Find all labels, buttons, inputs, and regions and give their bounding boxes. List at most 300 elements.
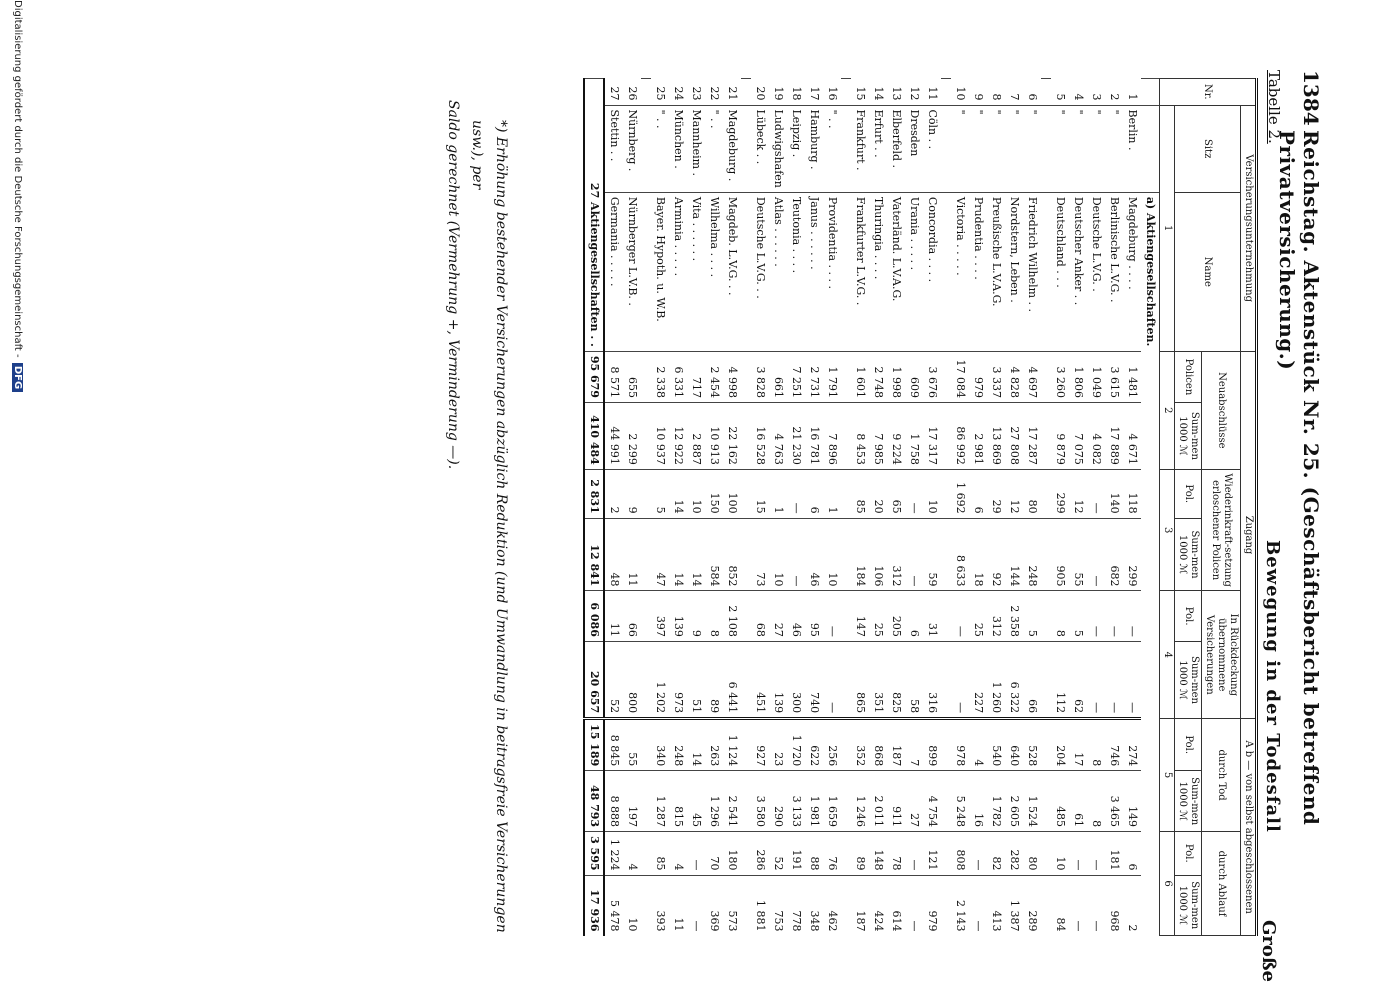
page-title: Reichstag. Aktenstück Nr. 25. (Geschäftsbericht betreffend Privatversicherung.) (1275, 130, 1323, 826)
cell-wieder-sum: — (1087, 518, 1105, 591)
cell-tod-sum: 1 287 (651, 771, 669, 832)
cell-rueck-sum: 6 441 (723, 641, 741, 718)
cell-ablauf-sum: 979 (923, 875, 941, 935)
cell-rueck-sum: — (1087, 641, 1105, 718)
cell-name: Vaterländ. L.V.A.G. (887, 192, 905, 351)
cell-sitz: Lübeck . . (751, 105, 769, 192)
cell-tod-pol: 340 (651, 719, 669, 771)
cell-wieder-sum: 59 (923, 518, 941, 591)
cell-neu-sum: 44 991 (604, 402, 623, 469)
cell-wieder-sum: 46 (805, 518, 823, 591)
cell-nr: 6 (1026, 93, 1039, 101)
cell-tod-sum: 5 248 (951, 771, 969, 832)
cell-tod-sum: 4 754 (923, 771, 941, 832)
cell-ablauf-sum: 11 (669, 875, 687, 935)
cell-nr: 24 (672, 86, 685, 101)
cell-wieder-pol: 6 (969, 469, 987, 518)
cell-nr: 13 (890, 86, 903, 101)
cell-wieder-pol: 10 (923, 469, 941, 518)
cell-ablauf-sum: 2 (1123, 875, 1141, 935)
table-row (1069, 79, 1087, 936)
section-title: a) Aktiengesellschaften. (1141, 192, 1160, 935)
cell-name: Magdeburg . . . . (1123, 192, 1141, 351)
col-number-2: 2 (1160, 351, 1175, 469)
total-row (584, 79, 604, 936)
table-row (851, 79, 869, 936)
cell-name: Providentia . . . . (823, 192, 841, 351)
cell-rueck-sum: 825 (887, 641, 905, 718)
table-row (751, 79, 769, 936)
cell-ablauf-pol: 78 (887, 832, 905, 875)
cell-tod-sum: 2 541 (723, 771, 741, 832)
cell-sitz: " . . (705, 105, 723, 192)
footnote (441, 100, 513, 940)
cell-neu-pol: 4 697 (1023, 351, 1041, 402)
cell-rueck-pol: 5 (1069, 591, 1087, 641)
cell-rueck-pol: 147 (851, 591, 869, 641)
cell-rueck-pol: 11 (604, 591, 623, 641)
col-abgang: A b — von selbst abgeschlossenen (1241, 719, 1257, 936)
cell-tod-pol: 17 (1069, 719, 1087, 771)
cell-nr: 1 (1126, 93, 1139, 101)
cell-neu-sum: 4 763 (769, 402, 787, 469)
col-policen: Policen (1175, 351, 1202, 402)
cell-tod-sum: 8 (1087, 771, 1105, 832)
cell-neu-sum: 13 869 (987, 402, 1005, 469)
cell-tod-pol: 263 (705, 719, 723, 771)
cell-ablauf-sum: — (1087, 875, 1105, 935)
cell-rueck-pol: 397 (651, 591, 669, 641)
cell-wieder-pol: 140 (1105, 469, 1123, 518)
cell-tod-sum: 149 (1123, 771, 1141, 832)
cell-wieder-pol: 10 (687, 469, 705, 518)
cell-name: Deutscher Anker . . (1069, 192, 1087, 351)
cell-wieder-pol: 150 (705, 469, 723, 518)
cell-tod-sum: 290 (769, 771, 787, 832)
total-label: 27 Aktiengesellschaften . . (584, 79, 604, 352)
table-row (1123, 79, 1141, 936)
table-row (651, 79, 669, 936)
cell-ablauf-pol: 148 (869, 832, 887, 875)
cell-wieder-pol: — (905, 469, 923, 518)
cell-ablauf-pol: 76 (823, 832, 841, 875)
cell-name: Concordia . . . . (923, 192, 941, 351)
cell-rueck-pol: 68 (751, 591, 769, 641)
table-topic: Bewegung in der Todesfall (1262, 540, 1283, 833)
cell-sitz: " (1105, 105, 1123, 192)
table-row (723, 79, 741, 936)
cell-tod-sum: 61 (1069, 771, 1087, 832)
cell-rueck-sum: 740 (805, 641, 823, 718)
cell-wieder-pol: 85 (851, 469, 869, 518)
cell-ablauf-pol: 82 (987, 832, 1005, 875)
cell-neu-pol: 4 828 (1005, 351, 1023, 402)
cell-ablauf-pol: 286 (751, 832, 769, 875)
group-spacer (941, 79, 951, 936)
cell-neu-sum: 7 075 (1069, 402, 1087, 469)
cell-neu-sum: 2 299 (623, 402, 641, 469)
col-pol: Pol. (1175, 469, 1202, 518)
cell-rueck-pol: 139 (669, 591, 687, 641)
col-abgang-prefix: A b (1243, 740, 1254, 758)
cell-nr: 23 (690, 86, 703, 101)
cell-ablauf-pol: 121 (923, 832, 941, 875)
cell-rueck-pol: — (1087, 591, 1105, 641)
cell-tod-pol: 248 (669, 719, 687, 771)
cell-name: Friedrich Wilhelm . . (1023, 192, 1041, 351)
cell-ablauf-sum: — (1069, 875, 1087, 935)
total-apol: 3 595 (584, 832, 604, 875)
cell-nr: 21 (726, 86, 739, 101)
cell-sitz: Leipzig . (787, 105, 805, 192)
cell-ablauf-sum: 10 (623, 875, 641, 935)
cell-wieder-pol: 15 (751, 469, 769, 518)
cell-neu-pol: 1 481 (1123, 351, 1141, 402)
cell-sitz: " (987, 105, 1005, 192)
cell-neu-sum: 8 453 (851, 402, 869, 469)
table-row (705, 79, 723, 936)
cell-rueck-pol: 312 (987, 591, 1005, 641)
section-row (1141, 79, 1160, 936)
cell-neu-sum: 17 889 (1105, 402, 1123, 469)
page-header (1275, 70, 1323, 930)
cell-wieder-pol: 14 (669, 469, 687, 518)
cell-ablauf-pol: — (969, 832, 987, 875)
cell-rueck-pol: 6 (905, 591, 923, 641)
cell-tod-sum: 2 605 (1005, 771, 1023, 832)
cell-rueck-sum: 51 (687, 641, 705, 718)
cell-neu-sum: 9 879 (1051, 402, 1069, 469)
cell-wieder-pol: 299 (1051, 469, 1069, 518)
cell-tod-pol: 256 (823, 719, 841, 771)
cell-ablauf-sum: 573 (723, 875, 741, 935)
cell-name: Vita . . . . . . (687, 192, 705, 351)
cell-tod-sum: 1 981 (805, 771, 823, 832)
total-asum: 17 936 (584, 875, 604, 935)
cell-wieder-sum: 184 (851, 518, 869, 591)
cell-tod-pol: 352 (851, 719, 869, 771)
cell-rueck-pol: — (1123, 591, 1141, 641)
cell-neu-pol: 609 (905, 351, 923, 402)
cell-rueck-sum: 351 (869, 641, 887, 718)
cell-neu-pol: 2 731 (805, 351, 823, 402)
cell-sitz: Berlin . (1123, 105, 1141, 192)
cell-tod-pol: 528 (1023, 719, 1041, 771)
cell-rueck-sum: — (1123, 641, 1141, 718)
cell-rueck-sum: 89 (705, 641, 723, 718)
table-label: Tabelle 2. (1265, 70, 1283, 144)
table-body (584, 79, 1160, 936)
cell-ablauf-pol: 191 (787, 832, 805, 875)
cell-rueck-pol: 25 (869, 591, 887, 641)
cell-tod-pol: 868 (869, 719, 887, 771)
cell-neu-sum: 16 781 (805, 402, 823, 469)
cell-neu-pol: 1 806 (1069, 351, 1087, 402)
cell-nr: 27 (608, 86, 621, 101)
cell-tod-pol: 204 (1051, 719, 1069, 771)
cell-sitz: München . (669, 105, 687, 192)
cell-neu-sum: 86 992 (951, 402, 969, 469)
col-rueckdeckung: In Rückdeckung übernommene Versicherungen (1202, 591, 1241, 719)
cell-wieder-sum: 18 (969, 518, 987, 591)
cell-name: Germania . . . . . (604, 192, 623, 351)
cell-ablauf-pol: 181 (1105, 832, 1123, 875)
cell-nr: 17 (808, 86, 821, 101)
table-row (787, 79, 805, 936)
cell-rueck-sum: — (1105, 641, 1123, 718)
cell-rueck-sum: 139 (769, 641, 787, 718)
cell-wieder-pol: 29 (987, 469, 1005, 518)
cell-nr: 15 (854, 86, 867, 101)
cell-ablauf-sum: 348 (805, 875, 823, 935)
cell-wieder-pol: 12 (1005, 469, 1023, 518)
cell-tod-pol: 55 (623, 719, 641, 771)
cell-name: Urania . . . . . (905, 192, 923, 351)
cell-rueck-pol: 31 (923, 591, 941, 641)
col-number-6: 6 (1160, 832, 1175, 936)
col-name: Name (1175, 192, 1241, 351)
cell-ablauf-pol: 282 (1005, 832, 1023, 875)
cell-nr: 11 (926, 86, 939, 101)
cell-ablauf-sum: 393 (651, 875, 669, 935)
cell-nr: 25 (654, 86, 667, 101)
cell-ablauf-sum: 289 (1023, 875, 1041, 935)
table-row (887, 79, 905, 936)
cell-tod-pol: 927 (751, 719, 769, 771)
table-row (969, 79, 987, 936)
col-unternehmung: Versicherungsunternehmung (1241, 105, 1257, 351)
cell-tod-pol: 8 (1087, 719, 1105, 771)
cell-wieder-sum: 106 (869, 518, 887, 591)
table-row (905, 79, 923, 936)
cell-name: Nordstern, Leben . (1005, 192, 1023, 351)
cell-rueck-sum: 58 (905, 641, 923, 718)
cell-nr: 8 (990, 93, 1003, 101)
cell-ablauf-sum: 968 (1105, 875, 1123, 935)
cell-tod-pol: 187 (887, 719, 905, 771)
cell-wieder-sum: 905 (1051, 518, 1069, 591)
cell-ablauf-sum: 424 (869, 875, 887, 935)
cell-neu-pol: 655 (623, 351, 641, 402)
total-wsum: 12 841 (584, 518, 604, 591)
cell-sitz: Ludwigshafen (769, 105, 787, 192)
cell-neu-sum: 17 317 (923, 402, 941, 469)
credit-text: Digitalisierung gefördert durch die Deutsche Forschungsgemeinschaft - (12, 0, 23, 358)
cell-name: Berlinische L.V.G. . (1105, 192, 1123, 351)
cell-wieder-sum: 299 (1123, 518, 1141, 591)
cell-nr: 20 (754, 86, 767, 101)
cell-nr: 5 (1054, 93, 1067, 101)
cell-ablauf-pol: 4 (669, 832, 687, 875)
cell-sitz: " (1069, 105, 1087, 192)
cell-tod-pol: 899 (923, 719, 941, 771)
col-sitz: Sitz (1175, 105, 1241, 192)
cell-rueck-pol: 66 (623, 591, 641, 641)
cell-sitz: " (1051, 105, 1069, 192)
cell-neu-pol: 3 337 (987, 351, 1005, 402)
table-row (869, 79, 887, 936)
cell-wieder-sum: 55 (1069, 518, 1087, 591)
cell-wieder-sum: 47 (651, 518, 669, 591)
cell-neu-sum: 22 162 (723, 402, 741, 469)
col-nr: Nr. (1160, 79, 1257, 106)
cell-sitz: Magdeburg . (723, 105, 741, 192)
cell-tod-pol: 746 (1105, 719, 1123, 771)
cell-name: Wilhelma . . . . (705, 192, 723, 351)
cell-ablauf-sum: 5 478 (604, 875, 623, 935)
cell-neu-sum: 7 896 (823, 402, 841, 469)
cell-tod-sum: 1 524 (1023, 771, 1041, 832)
cell-wieder-pol: 5 (651, 469, 669, 518)
cell-nr: 12 (908, 86, 921, 101)
cell-wieder-sum: 48 (604, 518, 623, 591)
group-spacer (841, 79, 851, 936)
cell-nr: 2 (1108, 93, 1121, 101)
cell-tod-pol: 622 (805, 719, 823, 771)
cell-ablauf-sum: 753 (769, 875, 787, 935)
cell-ablauf-pol: 89 (851, 832, 869, 875)
cell-rueck-pol: 2 108 (723, 591, 741, 641)
cell-rueck-sum: 973 (669, 641, 687, 718)
cell-wieder-sum: 14 (687, 518, 705, 591)
cell-name: Magdeb. L.V.G. . . (723, 192, 741, 351)
cell-rueck-sum: 52 (604, 641, 623, 718)
col-number-4: 4 (1160, 591, 1175, 719)
cell-neu-pol: 3 615 (1105, 351, 1123, 402)
cell-sitz: " (951, 105, 969, 192)
cell-neu-sum: 2 887 (687, 402, 705, 469)
cell-nr: 7 (1008, 93, 1021, 101)
cell-nr: 22 (708, 86, 721, 101)
cell-wieder-pol: — (787, 469, 805, 518)
cell-nr: 10 (954, 86, 967, 101)
cell-neu-sum: 10 913 (705, 402, 723, 469)
cell-wieder-sum: 73 (751, 518, 769, 591)
cell-neu-sum: 27 808 (1005, 402, 1023, 469)
cell-tod-pol: 1 720 (787, 719, 805, 771)
cell-neu-sum: 21 230 (787, 402, 805, 469)
cell-sitz: Nürnberg . (623, 105, 641, 192)
cell-sitz: " (1005, 105, 1023, 192)
cell-ablauf-pol: 52 (769, 832, 787, 875)
table-row (1087, 79, 1105, 936)
cell-wieder-pol: 12 (1069, 469, 1087, 518)
total-tpol: 15 189 (584, 719, 604, 771)
cell-wieder-pol: 65 (887, 469, 905, 518)
cell-ablauf-sum: 1 881 (751, 875, 769, 935)
cell-name: Bayer. Hypoth. u. W.B. (651, 192, 669, 351)
cell-ablauf-pol: — (1069, 832, 1087, 875)
cell-rueck-pol: 27 (769, 591, 787, 641)
cell-name: Atlas . . . . . . (769, 192, 787, 351)
cell-tod-sum: 911 (887, 771, 905, 832)
cell-neu-sum: 4 082 (1087, 402, 1105, 469)
cell-tod-pol: 978 (951, 719, 969, 771)
cell-name: Janus . . . . . . (805, 192, 823, 351)
cell-neu-pol: 1 049 (1087, 351, 1105, 402)
cell-tod-pol: 640 (1005, 719, 1023, 771)
cell-rueck-pol: — (823, 591, 841, 641)
total-pol: 95 679 (584, 351, 604, 402)
cell-name: Nürnberger L.V.B. . (623, 192, 641, 351)
cell-nr: 18 (790, 86, 803, 101)
table-row (769, 79, 787, 936)
cell-name: Preußische L.V.A.G. (987, 192, 1005, 351)
cell-ablauf-sum: 614 (887, 875, 905, 935)
cell-sitz: Hamburg . (805, 105, 823, 192)
cell-ablauf-sum: 2 143 (951, 875, 969, 935)
cell-sitz: " (1023, 105, 1041, 192)
total-wpol: 2 831 (584, 469, 604, 518)
cell-rueck-pol: 95 (805, 591, 823, 641)
dfg-logo: DFG (12, 363, 23, 392)
cell-neu-pol: 17 084 (951, 351, 969, 402)
table-row (1051, 79, 1069, 936)
cell-neu-sum: 2 981 (969, 402, 987, 469)
table-row (805, 79, 823, 936)
table-row (669, 79, 687, 936)
cell-tod-sum: 3 580 (751, 771, 769, 832)
total-tsum: 48 793 (584, 771, 604, 832)
cell-neu-pol: 3 260 (1051, 351, 1069, 402)
table-row (1005, 79, 1023, 936)
cell-tod-sum: 1 296 (705, 771, 723, 832)
cell-tod-pol: 8 845 (604, 719, 623, 771)
cell-neu-pol: 717 (687, 351, 705, 402)
group-spacer (641, 79, 651, 936)
cell-ablauf-pol: 10 (1051, 832, 1069, 875)
cell-neu-pol: 2 748 (869, 351, 887, 402)
cell-wieder-pol: 2 (604, 469, 623, 518)
cell-wieder-pol: 9 (623, 469, 641, 518)
table-topic-continued: Große (1258, 920, 1279, 982)
cell-neu-pol: 1 601 (851, 351, 869, 402)
cell-nr: 26 (626, 86, 639, 101)
cell-sitz: " . . (651, 105, 669, 192)
group-spacer (741, 79, 751, 936)
cell-tod-sum: 3 465 (1105, 771, 1123, 832)
cell-rueck-sum: 1 260 (987, 641, 1005, 718)
cell-wieder-sum: 11 (623, 518, 641, 591)
cell-ablauf-pol: 4 (623, 832, 641, 875)
cell-neu-pol: 3 676 (923, 351, 941, 402)
col-summen: Sum-men 1000 ℳ (1175, 518, 1202, 591)
cell-neu-pol: 3 828 (751, 351, 769, 402)
cell-wieder-pol: 118 (1123, 469, 1141, 518)
cell-rueck-pol: 46 (787, 591, 805, 641)
cell-name: Deutsche L.V.G. . (1087, 192, 1105, 351)
cell-name: Thuringia . . . . (869, 192, 887, 351)
cell-ablauf-pol: — (687, 832, 705, 875)
cell-neu-sum: 17 287 (1023, 402, 1041, 469)
cell-neu-sum: 16 528 (751, 402, 769, 469)
cell-tod-sum: 197 (623, 771, 641, 832)
cell-neu-sum: 7 985 (869, 402, 887, 469)
cell-neu-pol: 2 338 (651, 351, 669, 402)
cell-sitz: Cöln . . (923, 105, 941, 192)
col-abgang-label: von selbst abgeschlossenen (1243, 773, 1254, 914)
col-pol: Pol. (1175, 591, 1202, 641)
cell-tod-sum: 1 659 (823, 771, 841, 832)
cell-ablauf-pol: 70 (705, 832, 723, 875)
cell-ablauf-pol: — (905, 832, 923, 875)
cell-ablauf-sum: — (687, 875, 705, 935)
cell-name: Deutschland . . . (1051, 192, 1069, 351)
cell-ablauf-sum: — (969, 875, 987, 935)
cell-nr: 14 (872, 86, 885, 101)
cell-rueck-pol: 8 (705, 591, 723, 641)
cell-wieder-sum: 10 (823, 518, 841, 591)
